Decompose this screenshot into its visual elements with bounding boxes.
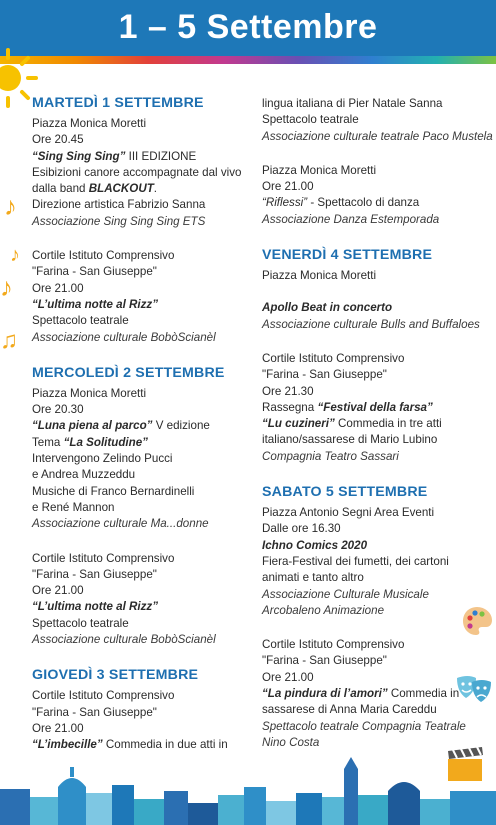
event-rassegna-line xyxy=(262,400,488,416)
event-block xyxy=(262,351,488,465)
page-title: 1 – 5 Settembre xyxy=(118,8,378,46)
event-place: Piazza Monica Moretti xyxy=(262,269,377,283)
event-place: "Farina - San Giuseppe" xyxy=(32,705,157,719)
event-desc: Commedia in xyxy=(387,687,460,701)
event-place: Piazza Monica Moretti xyxy=(32,386,147,400)
music-note-icon: ♪ xyxy=(0,272,13,302)
event-desc: Spettacolo teatrale xyxy=(32,314,129,328)
event-title: “Luna piena al parco” xyxy=(32,419,153,433)
day-heading: MERCOLEDÌ 2 SETTEMBRE xyxy=(32,364,225,381)
event-time: Dalle ore 16.30 xyxy=(262,522,341,536)
event-desc: italiano/sassarese di Mario Lubino xyxy=(262,433,438,447)
event-title: Apollo Beat in concerto xyxy=(262,301,393,315)
left-column xyxy=(32,94,247,772)
event-block xyxy=(32,551,247,649)
event-time: Ore 20.45 xyxy=(32,133,84,147)
event-time: Ore 21.00 xyxy=(262,180,314,194)
event-title: “Riflessi” xyxy=(262,196,308,210)
day-heading: GIOVEDÌ 3 SETTEMBRE xyxy=(32,667,199,684)
event-desc: e René Mannon xyxy=(32,500,115,514)
event-block xyxy=(262,505,488,619)
day-heading: MARTEDÌ 1 SETTEMBRE xyxy=(32,95,204,111)
theater-masks-icon xyxy=(454,672,494,708)
event-place: "Farina - San Giuseppe" xyxy=(32,567,157,581)
event-place: Cortile Istituto Comprensivo xyxy=(262,351,405,365)
event-organizer: Associazione Culturale Musicale xyxy=(262,587,429,601)
event-organizer: Arcobaleno Animazione xyxy=(262,603,385,617)
palette-icon xyxy=(460,604,494,638)
band-name: BLACKOUT xyxy=(88,182,154,196)
event-desc-line xyxy=(32,181,247,197)
event-place: Piazza Antonio Segni Area Eventi xyxy=(262,506,435,520)
event-block xyxy=(262,268,488,333)
event-desc: - Spettacolo di danza xyxy=(307,196,420,210)
event-organizer: Associazione culturale teatrale Paco Mustela xyxy=(262,129,493,143)
event-desc: lingua italiana di Pier Natale Sanna xyxy=(262,97,443,110)
event-time: Ore 21.00 xyxy=(32,584,84,598)
event-organizer: Nino Costa xyxy=(262,735,320,749)
event-title: “Sing Sing Sing” xyxy=(32,149,126,163)
event-title-line xyxy=(32,149,247,165)
event-time: Ore 21.30 xyxy=(262,384,314,398)
event-place: "Farina - San Giuseppe" xyxy=(262,368,387,382)
event-title: “L’imbecille” xyxy=(32,738,103,752)
event-title: Ichno Comics 2020 xyxy=(262,538,368,552)
event-desc: Esibizioni canore accompagnate dal vivo xyxy=(32,165,242,179)
event-desc: animati e tanto altro xyxy=(262,571,364,585)
event-organizer: Associazione culturale BobòScianèl xyxy=(32,633,216,647)
event-place: "Farina - San Giuseppe" xyxy=(262,654,387,668)
event-time: Ore 21.00 xyxy=(262,670,314,684)
event-desc: Commedia in tre atti xyxy=(334,417,442,431)
event-organizer: Associazione Danza Estemporada xyxy=(262,212,440,226)
event-title: “La pindura di l’amori” xyxy=(262,687,388,701)
event-desc: Direzione artistica Fabrizio Sanna xyxy=(32,198,206,212)
event-block xyxy=(262,96,493,145)
event-title: “L’ultima notte al Rizz” xyxy=(32,600,159,614)
event-place: Piazza Monica Moretti xyxy=(32,117,147,130)
event-rassegna: “Festival della farsa” xyxy=(317,400,433,414)
event-place: Piazza Monica Moretti xyxy=(262,163,377,177)
event-desc: Rassegna xyxy=(262,400,318,414)
spacer xyxy=(262,284,488,300)
event-desc: Musiche di Franco Bernardinelli xyxy=(32,484,195,498)
event-place: Cortile Istituto Comprensivo xyxy=(32,249,175,263)
event-title: “L’ultima notte al Rizz” xyxy=(32,297,159,311)
rainbow-stripe xyxy=(0,56,496,64)
event-place: "Farina - San Giuseppe" xyxy=(32,265,157,279)
event-place: Cortile Istituto Comprensivo xyxy=(32,689,175,703)
event-time: Ore 21.00 xyxy=(32,281,84,295)
event-desc: dalla band xyxy=(32,182,89,196)
event-desc: . xyxy=(153,182,158,196)
music-note-icon: ♪ xyxy=(10,244,20,266)
event-organizer: Associazione Sing Sing Sing ETS xyxy=(32,214,206,228)
event-time: Ore 21.00 xyxy=(32,721,84,735)
event-place: Cortile Istituto Comprensivo xyxy=(262,638,405,652)
event-organizer: Spettacolo teatrale Compagnia Teatrale xyxy=(262,719,466,733)
day-heading: VENERDÌ 4 SETTEMBRE xyxy=(262,247,433,264)
event-block xyxy=(32,248,247,346)
event-organizer: Associazione culturale Ma...donne xyxy=(32,517,209,531)
city-skyline xyxy=(0,745,496,825)
music-note-icon: ♫ xyxy=(0,327,18,354)
event-block xyxy=(32,116,247,230)
event-block xyxy=(262,163,488,228)
event-desc: Commedia in due atti in xyxy=(102,738,228,752)
music-note-icon: ♪ xyxy=(4,191,17,221)
right-column xyxy=(262,96,493,769)
event-organizer: Associazione culturale Bulls and Buffaloes xyxy=(262,317,480,331)
day-heading: SABATO 5 SETTEMBRE xyxy=(262,484,428,501)
event-edition: III EDIZIONE xyxy=(125,149,197,163)
event-desc: sassarese di Anna Maria Careddu xyxy=(262,703,437,717)
event-desc: Spettacolo teatrale xyxy=(32,616,129,630)
event-block xyxy=(32,386,247,533)
event-desc: Intervengono Zelindo Pucci xyxy=(32,452,173,466)
event-theme: “La Solitudine” xyxy=(63,435,148,449)
event-desc: e Andrea Muzzeddu xyxy=(32,468,136,482)
event-organizer: Compagnia Teatro Sassari xyxy=(262,449,399,463)
event-place: Cortile Istituto Comprensivo xyxy=(32,551,175,565)
event-block xyxy=(32,688,247,753)
event-desc: Fiera-Festival dei fumetti, dei cartoni xyxy=(262,554,449,568)
event-title: “Lu cuzineri” xyxy=(262,417,335,431)
event-desc: Spettacolo teatrale xyxy=(262,113,359,127)
event-theme-line xyxy=(32,435,247,451)
event-time: Ore 20.30 xyxy=(32,403,84,417)
event-title-line xyxy=(32,418,247,434)
event-title-line xyxy=(262,195,488,211)
event-title-line xyxy=(262,416,488,432)
event-edition: V edizione xyxy=(152,419,210,433)
event-desc: Tema xyxy=(32,435,64,449)
event-organizer: Associazione culturale BobòScianèl xyxy=(32,330,216,344)
